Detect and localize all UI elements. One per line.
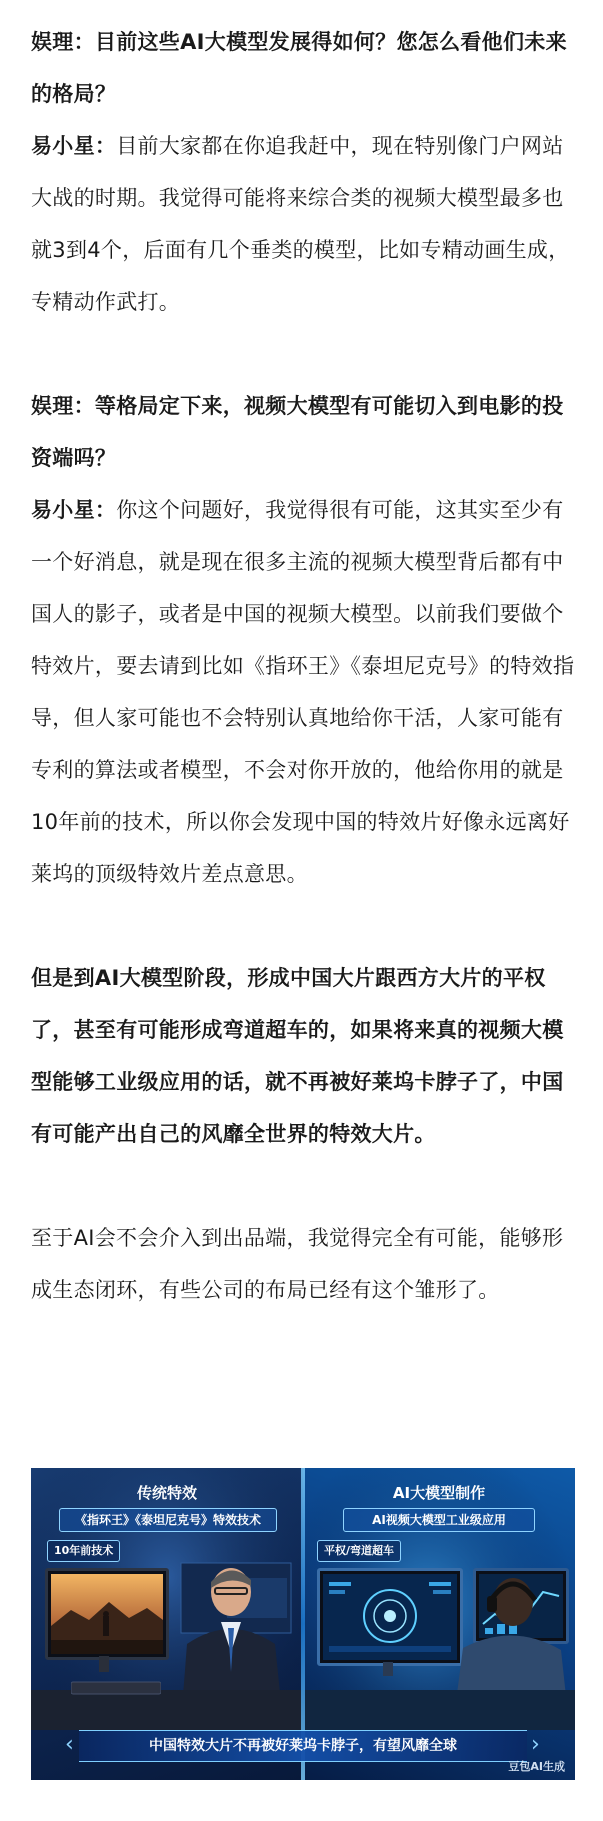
- right-panel-subtitle: AI视频大模型工业级应用: [343, 1508, 535, 1532]
- paragraph-gap: [31, 1160, 576, 1212]
- question-1-text: 目前这些AI大模型发展得如何？您怎么看他们未来的格局？: [31, 30, 567, 106]
- article-body: [31, 16, 576, 1316]
- question-1: [31, 16, 576, 120]
- right-chevron-icon: ›: [531, 1732, 540, 1757]
- monitor-stand: [99, 1656, 109, 1672]
- left-panel-title: 传统特效: [136, 1484, 197, 1502]
- right-panel-title: AI大模型制作: [392, 1484, 486, 1502]
- keyboard-image: [71, 1680, 161, 1696]
- illustration-banner: 中国特效大片不再被好莱坞卡脖子，有望风靡全球: [79, 1730, 527, 1762]
- desk: [31, 1690, 303, 1730]
- desk: [303, 1690, 575, 1730]
- left-chevron-icon: ‹: [65, 1732, 74, 1757]
- question-2-speaker: 娱理：: [31, 394, 95, 418]
- left-panel-tag: 10年前技术: [47, 1540, 120, 1562]
- answer-1: [31, 120, 576, 328]
- answer-2-text: 你这个问题好，我觉得很有可能，这其实至少有一个好消息，就是现在很多主流的视频大模型背后都有中国人的影子，或者是中国的视频大模型。以前我们要做个特效片，要去请到比如《指环王》《泰坦尼克号》的特效指导，但人家可能也不会特别认真地给你干活，人家可能有专利的算法或者模型，不会对你开放的，他给你用的就是10年前的技术，所以你会发现中国的特效片好像永远离好莱坞的顶级特效片差点意思。: [31, 498, 575, 886]
- monitor-stand: [383, 1662, 393, 1676]
- bold-paragraph: 但是到AI大模型阶段，形成中国大片跟西方大片的平权了，甚至有可能形成弯道超车的，如果将来真的视频大模型能够工业级应用的话，就不再被好莱坞卡脖子了，中国有可能产出自己的风靡全世界的特效大片。: [31, 966, 564, 1146]
- paragraph-gap: [31, 328, 576, 380]
- answer-1-text: 目前大家都在你追我赶中，现在特别像门户网站大战的时期。我觉得可能将来综合类的视频大模型最多也就3到4个，后面有几个垂类的模型，比如专精动画生成，专精动作武打。: [31, 134, 570, 314]
- ai-generated-watermark: 豆包AI生成: [508, 1760, 565, 1773]
- film-scene-image: [51, 1574, 163, 1654]
- answer-2-speaker: 易小星：: [31, 498, 117, 522]
- question-1-speaker: 娱理：: [31, 30, 95, 54]
- question-2: [31, 380, 576, 484]
- editing-monitor: [45, 1568, 169, 1660]
- question-2-text: 等格局定下来，视频大模型有可能切入到电影的投资端吗？: [31, 394, 564, 470]
- right-panel-tag: 平权/弯道超车: [317, 1540, 401, 1562]
- paragraph-gap: [31, 900, 576, 952]
- answer-2: [31, 484, 576, 900]
- closing-paragraph: 至于AI会不会介入到出品端，我觉得完全有可能，能够形成生态闭环，有些公司的布局已经有这个雏形了。: [31, 1226, 564, 1302]
- ai-illustration-image: [31, 1468, 575, 1780]
- answer-1-speaker: 易小星：: [31, 134, 117, 158]
- left-panel-subtitle: 《指环王》《泰坦尼克号》特效技术: [59, 1508, 277, 1532]
